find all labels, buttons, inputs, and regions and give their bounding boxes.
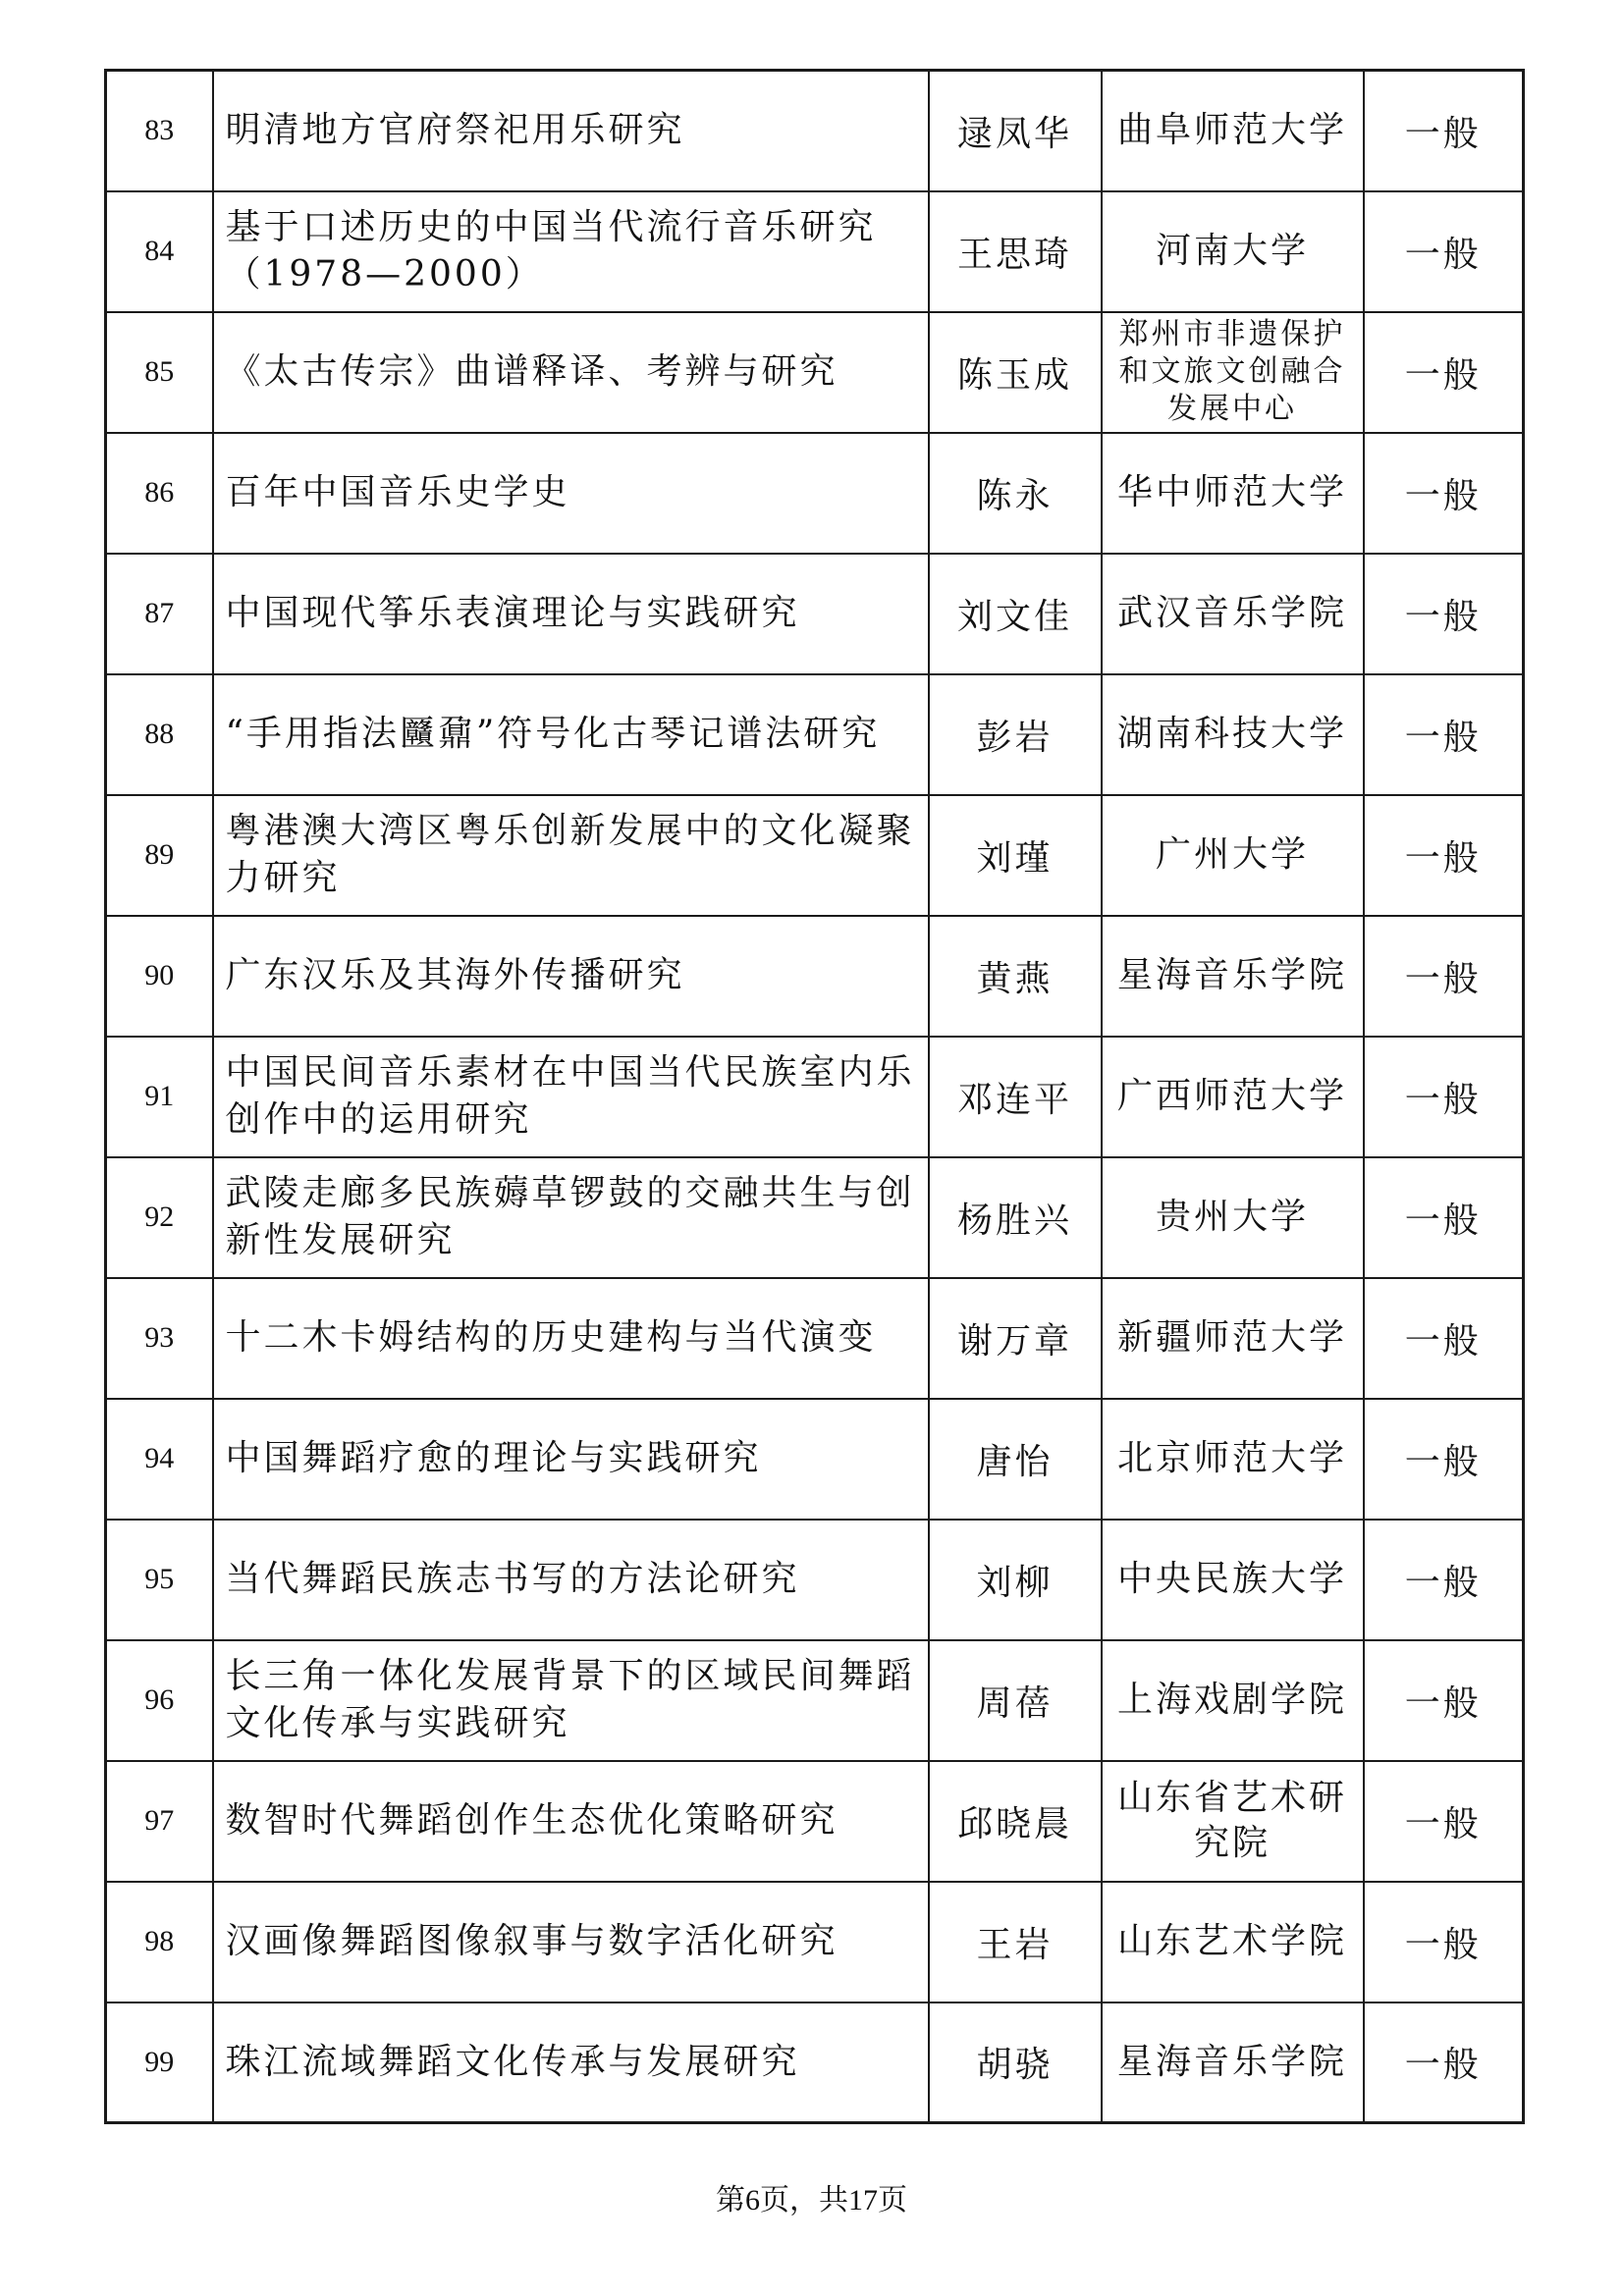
affiliation: 中央民族大学 — [1116, 1559, 1347, 1599]
affiliation: 广西师范大学 — [1116, 1076, 1347, 1116]
table-row — [106, 916, 1524, 1037]
table-row — [106, 191, 1524, 312]
affiliation: 山东艺术学院 — [1116, 1921, 1347, 1961]
affiliation: 贵州大学 — [1155, 1197, 1309, 1237]
project-leader: 周蓓 — [929, 1640, 1102, 1761]
table-row — [106, 71, 1524, 191]
project-title: “手用指法㔶鼐”符号化古琴记谱法研究 — [225, 714, 881, 754]
table-row — [106, 312, 1524, 433]
project-category: 一般 — [1364, 2002, 1524, 2123]
project-category: 一般 — [1364, 191, 1524, 312]
table-row — [106, 433, 1524, 554]
project-title: 百年中国音乐史学史 — [225, 472, 570, 512]
row-number: 93 — [106, 1278, 213, 1399]
table-row — [106, 554, 1524, 674]
table-row — [106, 2002, 1524, 2123]
project-title: 中国舞蹈疗愈的理论与实践研究 — [225, 1438, 762, 1478]
project-leader: 邱晓晨 — [929, 1761, 1102, 1882]
project-leader: 彭岩 — [929, 674, 1102, 795]
affiliation: 北京师范大学 — [1116, 1438, 1347, 1478]
project-title: 基于口述历史的中国当代流行音乐研究（1978—2000） — [225, 207, 877, 294]
project-title: 十二木卡姆结构的历史建构与当代演变 — [225, 1317, 877, 1358]
project-category: 一般 — [1364, 1399, 1524, 1520]
project-category: 一般 — [1364, 1761, 1524, 1882]
project-title: 长三角一体化发展背景下的区域民间舞蹈文化传承与实践研究 — [225, 1656, 915, 1743]
project-category: 一般 — [1364, 312, 1524, 433]
project-leader: 陈玉成 — [929, 312, 1102, 433]
project-title: 《太古传宗》曲谱释译、考辨与研究 — [225, 351, 839, 392]
project-title: 明清地方官府祭祀用乐研究 — [225, 110, 685, 151]
row-number: 83 — [106, 71, 213, 191]
affiliation: 广州大学 — [1155, 834, 1309, 875]
affiliation: 曲阜师范大学 — [1116, 110, 1347, 151]
project-title: 数智时代舞蹈创作生态优化策略研究 — [225, 1800, 839, 1841]
project-leader: 陈永 — [929, 433, 1102, 554]
project-category: 一般 — [1364, 433, 1524, 554]
project-title: 汉画像舞蹈图像叙事与数字活化研究 — [225, 1921, 839, 1961]
row-number: 97 — [106, 1761, 213, 1882]
project-category: 一般 — [1364, 795, 1524, 916]
project-title: 广东汉乐及其海外传播研究 — [225, 955, 685, 995]
row-number: 89 — [106, 795, 213, 916]
project-title: 武陵走廊多民族薅草锣鼓的交融共生与创新性发展研究 — [225, 1173, 915, 1260]
project-title: 当代舞蹈民族志书写的方法论研究 — [225, 1559, 800, 1599]
table-row — [106, 1761, 1524, 1882]
row-number: 86 — [106, 433, 213, 554]
table-row — [106, 1882, 1524, 2002]
row-number: 96 — [106, 1640, 213, 1761]
project-category: 一般 — [1364, 1037, 1524, 1157]
page-number-footer: 第6页，共17页 — [716, 2184, 907, 2216]
affiliation: 河南大学 — [1155, 231, 1309, 271]
affiliation: 新疆师范大学 — [1116, 1317, 1347, 1358]
table-row — [106, 1399, 1524, 1520]
table-row — [106, 1278, 1524, 1399]
project-leader: 谢万章 — [929, 1278, 1102, 1399]
affiliation: 湖南科技大学 — [1116, 714, 1347, 754]
affiliation: 华中师范大学 — [1116, 472, 1347, 512]
row-number: 90 — [106, 916, 213, 1037]
affiliation: 郑州市非遗保护和文旅文创融合发展中心 — [1118, 317, 1346, 426]
project-category: 一般 — [1364, 916, 1524, 1037]
project-title: 珠江流域舞蹈文化传承与发展研究 — [225, 2041, 800, 2082]
row-number: 98 — [106, 1882, 213, 2002]
affiliation: 星海音乐学院 — [1116, 955, 1347, 995]
row-number: 91 — [106, 1037, 213, 1157]
project-leader: 王思琦 — [929, 191, 1102, 312]
row-number: 92 — [106, 1157, 213, 1278]
project-category: 一般 — [1364, 1882, 1524, 2002]
project-title: 中国民间音乐素材在中国当代民族室内乐创作中的运用研究 — [225, 1052, 915, 1140]
table-row — [106, 1520, 1524, 1640]
project-leader: 刘文佳 — [929, 554, 1102, 674]
project-leader: 唐怡 — [929, 1399, 1102, 1520]
affiliation: 星海音乐学院 — [1116, 2041, 1347, 2082]
row-number: 95 — [106, 1520, 213, 1640]
table-row — [106, 1640, 1524, 1761]
table-row — [106, 1157, 1524, 1278]
row-number: 99 — [106, 2002, 213, 2123]
project-category: 一般 — [1364, 1278, 1524, 1399]
project-leader: 逯凤华 — [929, 71, 1102, 191]
project-title: 中国现代筝乐表演理论与实践研究 — [225, 593, 800, 633]
project-category: 一般 — [1364, 1520, 1524, 1640]
affiliation: 上海戏剧学院 — [1116, 1680, 1347, 1720]
project-category: 一般 — [1364, 674, 1524, 795]
project-leader: 刘柳 — [929, 1520, 1102, 1640]
row-number: 85 — [106, 312, 213, 433]
project-title: 粤港澳大湾区粤乐创新发展中的文化凝聚力研究 — [225, 811, 915, 898]
project-leader: 刘瑾 — [929, 795, 1102, 916]
project-category: 一般 — [1364, 554, 1524, 674]
project-leader: 王岩 — [929, 1882, 1102, 2002]
project-list-table — [104, 69, 1525, 2124]
project-category: 一般 — [1364, 1640, 1524, 1761]
row-number: 87 — [106, 554, 213, 674]
project-leader: 杨胜兴 — [929, 1157, 1102, 1278]
affiliation: 山东省艺术研究院 — [1116, 1778, 1347, 1863]
affiliation: 武汉音乐学院 — [1116, 593, 1347, 633]
table-row — [106, 674, 1524, 795]
project-leader: 邓连平 — [929, 1037, 1102, 1157]
row-number: 84 — [106, 191, 213, 312]
table-row — [106, 795, 1524, 916]
row-number: 94 — [106, 1399, 213, 1520]
project-leader: 胡骁 — [929, 2002, 1102, 2123]
row-number: 88 — [106, 674, 213, 795]
project-leader: 黄燕 — [929, 916, 1102, 1037]
table-row — [106, 1037, 1524, 1157]
project-category: 一般 — [1364, 1157, 1524, 1278]
project-category: 一般 — [1364, 71, 1524, 191]
